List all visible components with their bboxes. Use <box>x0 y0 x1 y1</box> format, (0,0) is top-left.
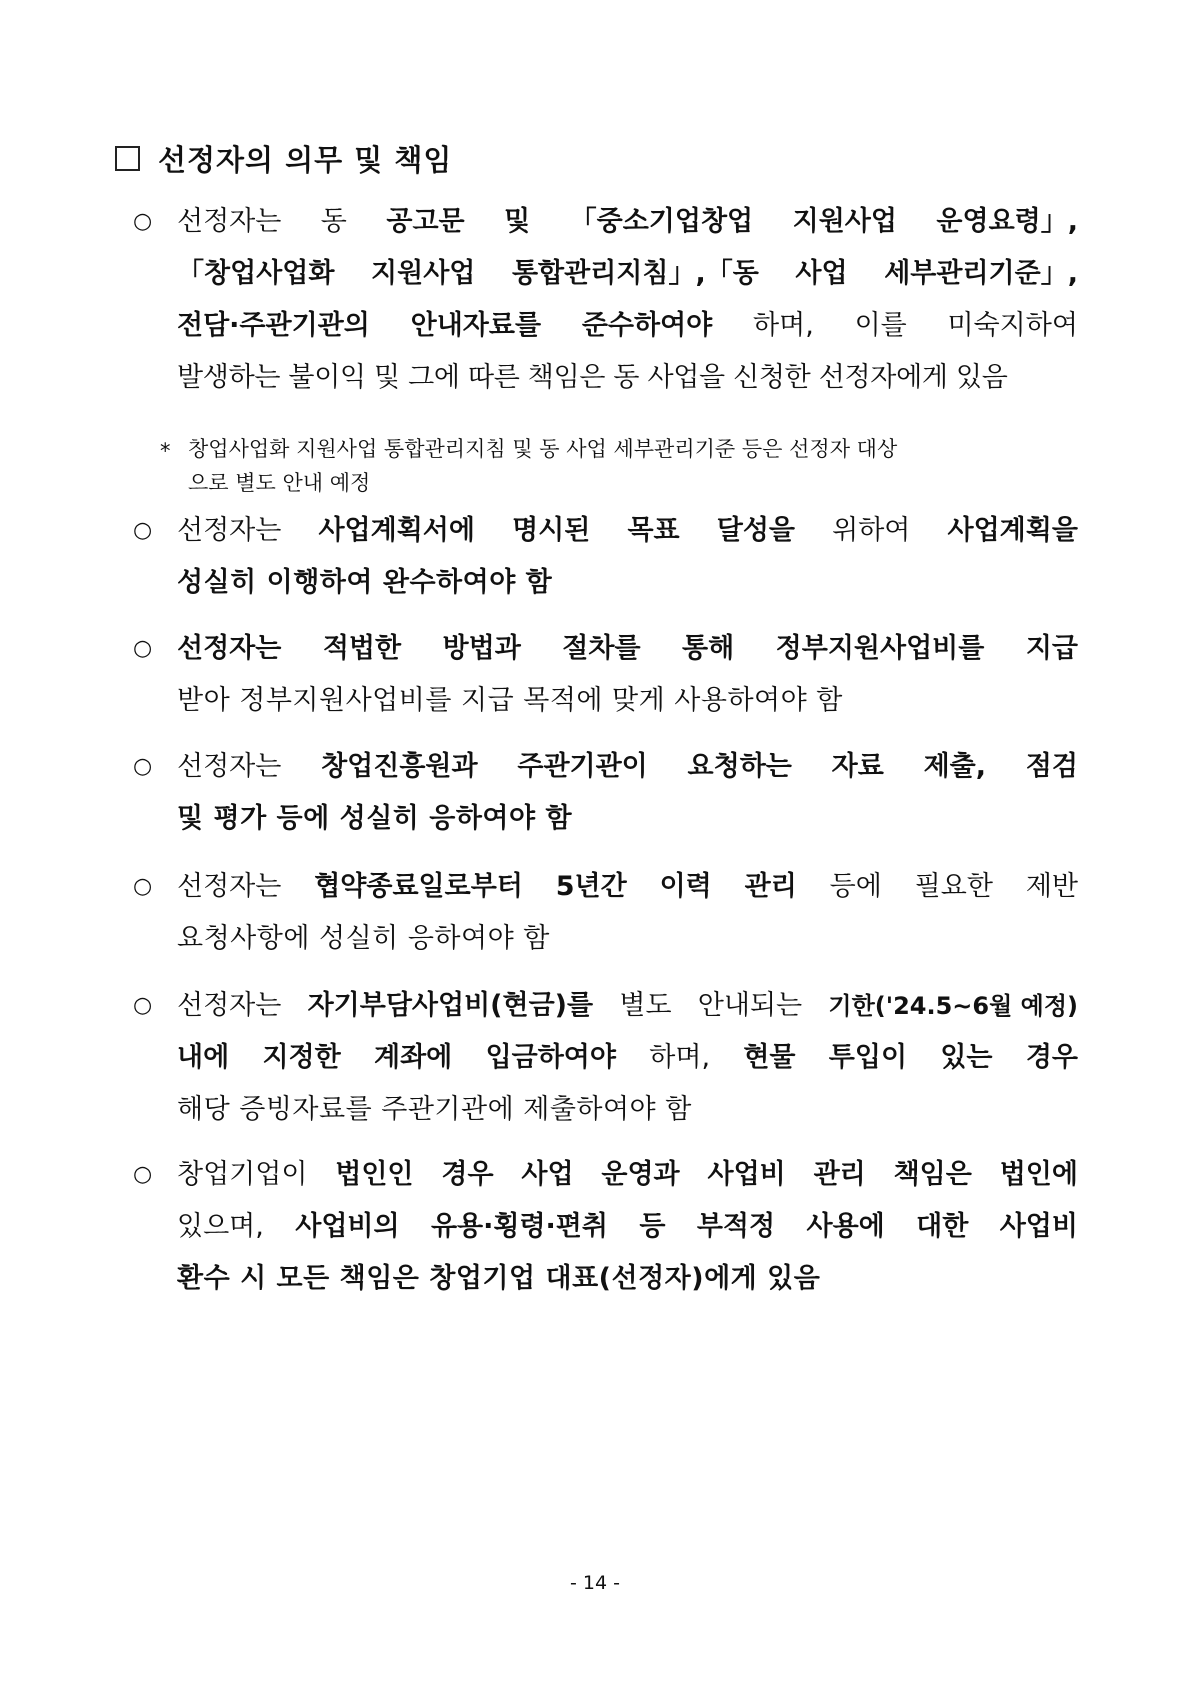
text-run: 제반 <box>1025 871 1078 902</box>
text-run: 기한('24.5~6월 예정) <box>828 992 1078 1020</box>
text-run: 명시된 <box>512 515 591 546</box>
text-run: 입금하여야 <box>485 1042 616 1073</box>
text-run: 등 <box>639 1211 666 1242</box>
text-run: 및 <box>504 206 531 237</box>
bullet-circle-icon: ○ <box>133 754 153 779</box>
text-run: 법인인 <box>335 1159 414 1190</box>
text-run: 있는 <box>940 1042 993 1073</box>
text-run: 사업비의 <box>295 1211 400 1242</box>
text-run: 안내자료를 <box>410 310 542 341</box>
text-run: 이를 <box>854 310 907 341</box>
item-line <box>177 248 1078 300</box>
text-run: 사용에 <box>806 1211 885 1242</box>
text-run: 선정자는 <box>177 515 282 546</box>
item-line <box>177 1149 1078 1201</box>
text-run: 점검 <box>1025 751 1078 782</box>
text-run: 안내되는 <box>697 990 803 1021</box>
text-run: 창업기업이 <box>177 1159 308 1190</box>
text-run: 공고문 <box>386 206 465 237</box>
asterisk-icon: * <box>160 439 171 463</box>
text-run: 「창업사업화 <box>177 258 335 289</box>
text-run: 선정자는 <box>177 633 282 664</box>
text-run: 통합관리지침」,「동 <box>511 258 759 289</box>
text-run: 운영요령」, <box>936 206 1078 237</box>
item-line <box>177 300 1078 352</box>
text-run: 관리 <box>744 871 797 902</box>
text-run: 지정한 <box>262 1042 341 1073</box>
bullet-circle-icon: ○ <box>133 636 153 661</box>
item-line <box>177 505 1078 557</box>
text-run: 협약종료일로부터 <box>314 871 523 902</box>
checkbox-square-icon <box>115 146 140 171</box>
section-heading-text: 선정자의 의무 및 책임 <box>158 143 453 177</box>
bullet-item-business-plan <box>133 505 1078 609</box>
text-run: 별도 <box>619 990 672 1021</box>
item-line <box>177 1032 1078 1084</box>
section-heading <box>115 138 452 179</box>
text-run: 통해 <box>682 633 735 664</box>
text-run: 법인에 <box>999 1159 1078 1190</box>
text-run: 정부지원사업비를 <box>775 633 985 664</box>
text-run: 유용·횡령·편취 <box>430 1211 608 1242</box>
text-run: 선정자는 <box>177 871 282 902</box>
text-run: 사업 <box>795 258 848 289</box>
text-run: 사업계획서에 <box>318 515 475 546</box>
text-run: 목표 <box>627 515 680 546</box>
text-run: 방법과 <box>442 633 521 664</box>
text-run: 필요한 <box>914 871 993 902</box>
text-run: 이력 <box>659 871 712 902</box>
page-number: - 14 - <box>570 1572 620 1594</box>
text-run: 사업 <box>521 1159 574 1190</box>
text-run: 「중소기업창업 <box>569 206 754 237</box>
text-run: 전담·주관기관의 <box>177 310 370 341</box>
note-line: 창업사업화 지원사업 통합관리지침 및 동 사업 세부관리기준 등은 선정자 대상 <box>188 437 898 461</box>
text-run: 경우 <box>441 1159 494 1190</box>
text-run: 등에 <box>829 871 882 902</box>
item-line <box>177 623 1078 675</box>
text-run: 주관기관이 <box>517 751 648 782</box>
item-line: 성실히 이행하여 완수하여야 함 <box>177 567 553 598</box>
note-line: 으로 별도 안내 예정 <box>188 471 371 495</box>
text-run: 지원사업 <box>371 258 476 289</box>
text-run: 5년간 <box>555 871 627 902</box>
text-run: 적법한 <box>322 633 402 664</box>
item-line <box>177 196 1078 248</box>
text-run: 책임은 <box>893 1159 972 1190</box>
text-run: 세부관리기준」, <box>884 258 1078 289</box>
text-run: 선정자는 <box>177 751 282 782</box>
text-run: 경우 <box>1025 1042 1078 1073</box>
text-run: 투입이 <box>828 1042 908 1073</box>
item-line: 요청사항에 성실히 응하여야 함 <box>177 923 550 954</box>
item-line <box>177 980 1078 1032</box>
text-run: 현물 <box>743 1042 796 1073</box>
item-line: 받아 정부지원사업비를 지급 목적에 맞게 사용하여야 함 <box>177 685 843 716</box>
text-run: 선정자는 <box>177 990 282 1021</box>
text-run: 사업계획을 <box>947 515 1078 546</box>
item-line: 환수 시 모든 책임은 창업기업 대표(선정자)에게 있음 <box>177 1263 821 1294</box>
item-line: 및 평가 등에 성실히 응하여야 함 <box>177 803 573 834</box>
bullet-circle-icon: ○ <box>133 1162 153 1187</box>
text-run: 사업비 <box>707 1159 786 1190</box>
text-run: 준수하여야 <box>581 310 713 341</box>
text-run: 계좌에 <box>374 1042 453 1073</box>
text-run: 자기부담사업비(현금)를 <box>307 990 594 1021</box>
text-run: 하며, <box>753 310 814 341</box>
bullet-item-history-management <box>133 861 1078 965</box>
text-run: 위하여 <box>832 515 911 546</box>
item-line <box>177 861 1078 913</box>
bullet-item-legal-procedure <box>133 623 1078 727</box>
text-run: 하며, <box>649 1042 711 1073</box>
text-run: 제출, <box>923 751 986 782</box>
text-run: 관리 <box>813 1159 866 1190</box>
text-run: 부적정 <box>696 1211 776 1242</box>
bullet-item-obligations <box>133 196 1078 404</box>
text-run: 달성을 <box>716 515 795 546</box>
text-run: 절차를 <box>562 633 641 664</box>
item-line: 해당 증빙자료를 주관기관에 제출하여야 함 <box>177 1094 692 1125</box>
text-run: 있으며, <box>177 1211 264 1242</box>
bullet-item-self-funding <box>133 980 1078 1136</box>
bullet-circle-icon: ○ <box>133 874 153 899</box>
item-line <box>177 741 1078 793</box>
text-run: 내에 <box>177 1042 230 1073</box>
text-run: 발생하는 불이익 및 그에 따른 책임은 동 사업을 신청한 선정자에게 있음 <box>177 362 1008 393</box>
bullet-item-data-submission <box>133 741 1078 845</box>
text-run: 지원사업 <box>792 206 897 237</box>
bullet-circle-icon: ○ <box>133 209 153 234</box>
text-run: 사업비 <box>999 1211 1078 1242</box>
bullet-item-corporate-responsibility <box>133 1149 1078 1305</box>
text-run: 선정자는 <box>177 206 282 237</box>
text-run: 운영과 <box>601 1159 680 1190</box>
text-run: 창업진흥원과 <box>321 751 478 782</box>
footnote <box>160 432 1080 500</box>
bullet-circle-icon: ○ <box>133 518 153 543</box>
item-line <box>177 1201 1078 1253</box>
text-run: 동 <box>320 206 347 237</box>
text-run: 대한 <box>916 1211 969 1242</box>
bullet-circle-icon: ○ <box>133 993 153 1018</box>
text-run: 미숙지하여 <box>947 310 1078 341</box>
text-run: 자료 <box>831 751 884 782</box>
text-run: 요청하는 <box>687 751 792 782</box>
item-line <box>177 352 1078 404</box>
text-run: 지급 <box>1025 633 1078 664</box>
